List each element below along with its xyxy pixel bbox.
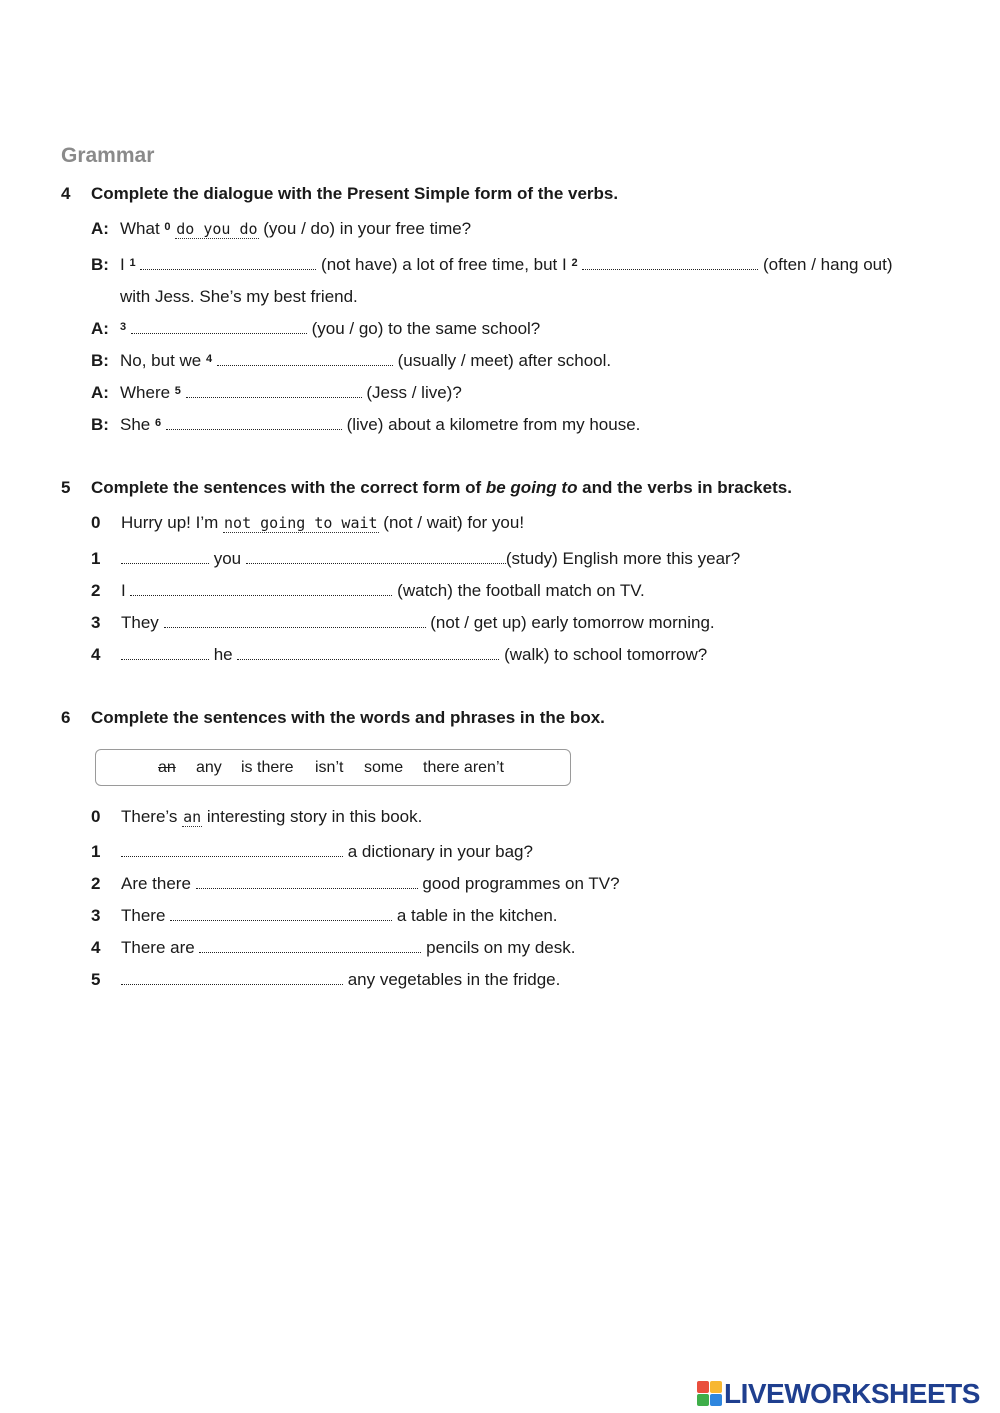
sentence-item: 1 you (study) English more this year? <box>91 549 741 568</box>
answer-blank-3[interactable] <box>170 905 392 921</box>
answer-blank-5[interactable] <box>186 382 362 398</box>
example-answer: an <box>183 808 202 826</box>
answer-blank-1[interactable] <box>140 254 316 270</box>
answer-blank-3[interactable] <box>164 612 426 628</box>
exercise-number: 4 <box>61 184 71 203</box>
word-box-item: there aren’t <box>423 759 504 776</box>
answer-blank-4a[interactable] <box>121 644 209 660</box>
sentence-item: 4 he (walk) to school tomorrow? <box>91 645 708 664</box>
answer-blank-1b[interactable] <box>246 548 506 564</box>
answer-blank-2[interactable] <box>130 580 392 596</box>
exercise-number: 5 <box>61 478 71 497</box>
liveworksheets-logo <box>697 1377 980 1411</box>
dialogue-line: A: $^3$ (you / go) to the same school? <box>91 319 541 338</box>
word-box <box>95 749 571 786</box>
exercise-instruction: Complete the dialogue with the Present Simple form of the verbs. <box>91 184 619 203</box>
word-box-item: isn’t <box>315 759 344 776</box>
answer-blank-4[interactable] <box>217 350 393 366</box>
dialogue-line: B: No, but we $^4$ (usually / meet) after school. <box>91 351 612 370</box>
sentence-item: 2 Are there good programmes on TV? <box>91 874 620 893</box>
answer-blank-2[interactable] <box>582 254 758 270</box>
sentence-item: 4 There are pencils on my desk. <box>91 938 576 957</box>
answer-blank-4[interactable] <box>199 937 421 953</box>
answer-blank-3[interactable] <box>131 318 307 334</box>
dialogue-line: A: What $^0$ do you do (you / do) in your free time? <box>91 219 472 238</box>
sentence-item: 3 They (not / get up) early tomorrow morning. <box>91 613 715 632</box>
sentence-item: 0 Hurry up! I’m not going to wait (not / wait) for you! <box>91 513 525 532</box>
word-box-item: is there <box>241 759 294 776</box>
word-box-item: an <box>158 759 176 776</box>
answer-blank-1[interactable] <box>121 841 343 857</box>
sentence-item: 2 I (watch) the football match on TV. <box>91 581 645 600</box>
section-title: Grammar <box>61 144 155 167</box>
example-answer: not going to wait <box>224 514 378 532</box>
answer-blank-4b[interactable] <box>237 644 499 660</box>
word-box-item: some <box>364 759 404 776</box>
answer-blank-1a[interactable] <box>121 548 209 564</box>
dialogue-line-continued: with Jess. She’s my best friend. <box>120 287 358 306</box>
exercise-5-heading: 5 Complete the sentences with the correct form of be going to and the verbs in brackets. <box>61 478 792 497</box>
word-box-item: any <box>196 759 222 776</box>
answer-blank-5[interactable] <box>121 969 343 985</box>
sentence-item: 3 There a table in the kitchen. <box>91 906 558 925</box>
sentence-item: 1 a dictionary in your bag? <box>91 842 533 861</box>
dialogue-line: A: Where $^5$ (Jess / live)? <box>91 383 462 402</box>
dialogue-line: B: I $^1$ (not have) a lot of free time, but I $^2$ (often / hang out) <box>91 255 893 274</box>
answer-blank-6[interactable] <box>166 414 342 430</box>
exercise-4-heading <box>61 184 618 204</box>
answer-blank-2[interactable] <box>196 873 418 889</box>
example-answer: do you do <box>176 220 258 238</box>
exercise-number: 6 <box>61 708 71 727</box>
logo-text: LIVEWORKSHEETS <box>724 1378 980 1409</box>
exercise-6-heading: 6 Complete the sentences with the words and phrases in the box. <box>61 708 605 727</box>
dialogue-line: B: She $^6$ (live) about a kilometre from my house. <box>91 415 641 434</box>
sentence-item: 0 There’s an interesting story in this book. <box>91 807 423 826</box>
logo-mark-icon <box>697 1381 723 1407</box>
sentence-item: 5 any vegetables in the fridge. <box>91 970 561 989</box>
